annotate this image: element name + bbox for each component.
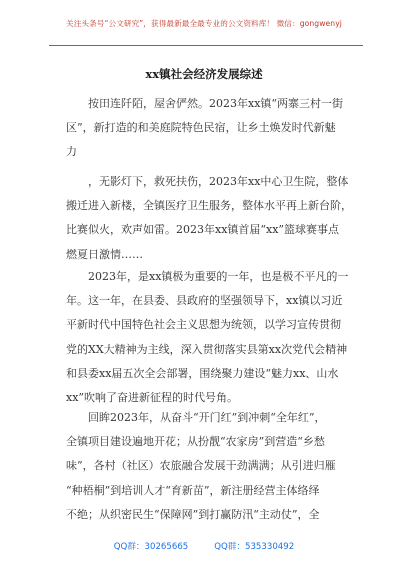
paragraph-4 xyxy=(66,406,344,527)
paragraph-line: 比赛似火，欢声如雷。2023年xx镇首届“xx”篮球赛事点 xyxy=(66,223,340,237)
paragraph-2 xyxy=(66,170,352,267)
paragraph-line: 燃夏日激情…… xyxy=(66,247,143,261)
paragraph-line: ，无影灯下，救死扶伤，2023年xx中心卫生院，整体 xyxy=(66,175,349,188)
paragraph-line: 党的XX大精神为主线，深入贯彻落实县第xx次党代会精神 xyxy=(66,342,348,356)
footer-contacts xyxy=(0,540,408,552)
paragraph-3 xyxy=(66,265,349,410)
header-divider xyxy=(49,45,363,46)
header-notice: 关注头条号“公文研究”，获得最新最全最专业的公文资料库！ 微信：gongwenyj xyxy=(66,19,342,28)
paragraph-line: xx”吹响了奋进新征程的时代号角。 xyxy=(66,391,239,405)
document-title: xx镇社会经济发展综述 xyxy=(145,67,263,81)
footer-qq-group-1: QQ群：30265665 xyxy=(113,542,189,552)
paragraph-line: 全镇项目建设遍地开花；从扮靓“农家房”到营造“乡愁 xyxy=(66,435,325,449)
paragraph-line: 2023年，是xx镇极为重要的一年，也是极不平凡的一 xyxy=(66,270,349,283)
paragraph-line: 不绝；从织密民生“保障网”到打赢防汛“主动仗”，全 xyxy=(66,507,320,521)
paragraph-line: “种梧桐”到培训人才“育新苗”，新注册经营主体络绎 xyxy=(66,483,320,497)
footer-qq-group-2: QQ群：535330492 xyxy=(214,542,295,552)
paragraph-line: 年。这一年，在县委、县政府的坚强领导下，xx镇以习近 xyxy=(66,294,343,308)
paragraph-line: 平新时代中国特色社会主义思想为统领，以学习宣传贯彻 xyxy=(66,318,341,332)
paragraph-1 xyxy=(66,92,344,165)
paragraph-line: 区”，新打造的和美庭院特色民宿，让乡土焕发时代新魅 xyxy=(66,121,336,135)
paragraph-line: 回眸2023年，从奋斗“开门红”到冲刺“全年红”， xyxy=(66,411,326,424)
paragraph-line: 和县委xx届五次全会部署，围绕聚力建设“魅力xx、山水 xyxy=(66,366,339,380)
paragraph-line: 按田连阡陌，屋舍俨然。2023年xx镇“两寨三村一街 xyxy=(66,97,344,110)
paragraph-line: 力 xyxy=(66,145,77,159)
paragraph-line: 搬迁进入新楼，全镇医疗卫生服务，整体水平再上新台阶， xyxy=(66,199,352,213)
paragraph-line: 味”，各村（社区）农旅融合发展干劲满满；从引进归雁 xyxy=(66,459,336,473)
